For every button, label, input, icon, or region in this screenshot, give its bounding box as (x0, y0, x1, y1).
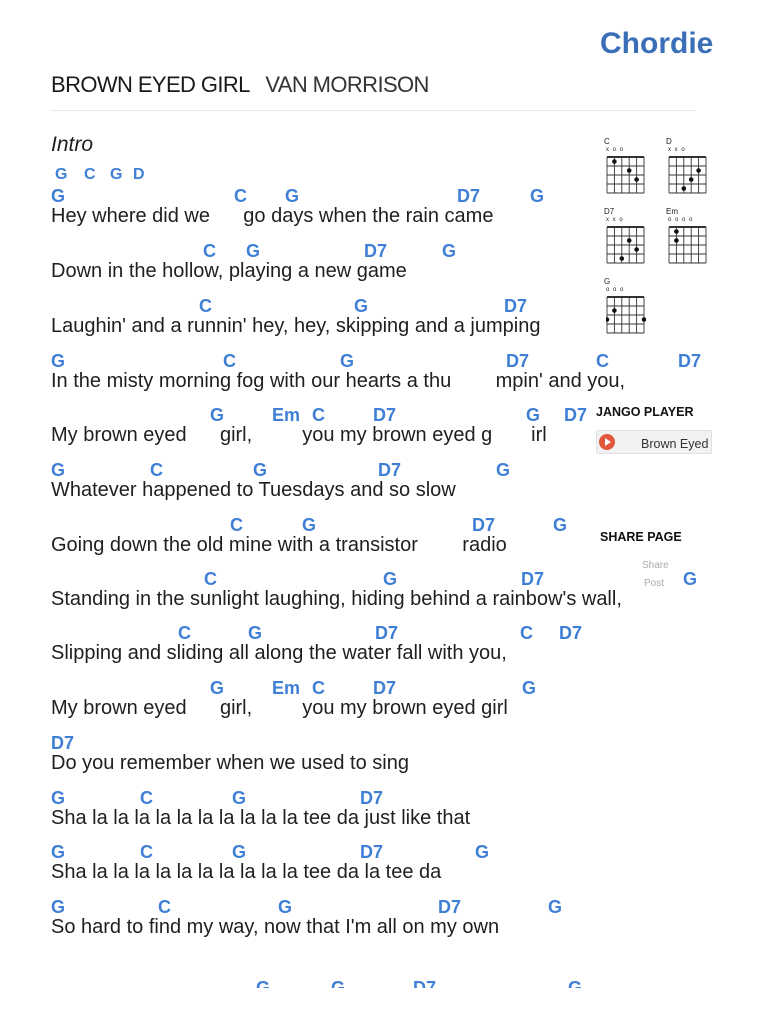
chord-d7[interactable]: D7 (438, 897, 462, 917)
chord-diagram-name: C (604, 137, 610, 146)
lyric-line: Standing in the sunlight laughing, hiding behind a rainbow's wall, (51, 588, 622, 610)
chord-g[interactable]: G (526, 405, 541, 425)
intro-chord[interactable]: G (55, 166, 68, 183)
chord-diagram-name: Em (666, 207, 678, 216)
jango-player[interactable] (596, 430, 712, 454)
fretboard-grid (668, 156, 708, 194)
chord-d7[interactable]: D7 (521, 569, 545, 589)
lyric-line: So hard to find my way, now that I'm all on my own (51, 916, 500, 938)
lyric-line: Do you remember when we used to sing (51, 752, 409, 774)
fretboard-grid (668, 226, 708, 264)
finger-dot (674, 238, 679, 243)
section-label: Intro (51, 133, 94, 156)
finger-dot (689, 177, 694, 182)
chord-d7[interactable]: D7 (678, 351, 702, 371)
chord-em[interactable]: Em (272, 678, 301, 698)
lyric-line: Slipping and sliding all along the water fall with you, (51, 642, 507, 664)
intro-chord[interactable]: D (133, 166, 145, 183)
play-icon[interactable] (599, 434, 615, 450)
chord-diagram-em[interactable] (666, 207, 714, 265)
string-markers: x x o (668, 147, 686, 153)
chord-g[interactable]: G (210, 405, 225, 425)
chord-diagrams (604, 137, 714, 343)
finger-dot (612, 159, 617, 164)
post-button[interactable]: Post (644, 578, 665, 589)
chord-d7[interactable]: D7 (373, 678, 397, 698)
chord-g[interactable]: G (51, 897, 66, 917)
finger-dot (606, 317, 609, 322)
chord-g[interactable]: G (285, 186, 300, 206)
chordie-logo-text: Chordie (600, 27, 714, 60)
share-button[interactable]: Share (642, 560, 669, 571)
finger-dot (674, 229, 679, 234)
chord-g[interactable]: G (248, 623, 263, 643)
chord-d7[interactable]: D7 (457, 186, 481, 206)
chord-g[interactable]: G (383, 569, 398, 589)
chord-c[interactable]: C (203, 241, 216, 261)
chord-d7[interactable]: D7 (504, 296, 528, 316)
chord-diagram-d[interactable] (666, 137, 714, 195)
chord-c[interactable]: C (312, 678, 325, 698)
chord-g[interactable]: G (210, 678, 225, 698)
lyric-line: Hey where did we go days when the rain came (51, 205, 494, 227)
chord-g[interactable]: G (51, 351, 66, 371)
chord-diagram-d7[interactable] (604, 207, 652, 265)
chord-em[interactable]: Em (272, 405, 301, 425)
chord-c[interactable]: C (178, 623, 191, 643)
chord-c[interactable]: C (204, 569, 217, 589)
chord-c[interactable]: C (520, 623, 533, 643)
intro-chord[interactable]: C (84, 166, 96, 183)
lyric-line: My brown eyed girl, you my brown eyed g irl (51, 424, 547, 446)
chord-c[interactable]: C (158, 897, 171, 917)
finger-dot (696, 168, 701, 173)
lyric-line: Whatever happened to Tuesdays and so slow (51, 479, 456, 501)
string-markers: o o o (606, 287, 625, 293)
chord-g[interactable]: G (232, 842, 247, 862)
lyric-line: In the misty morning fog with our hearts a thu mpin' and you, (51, 370, 626, 392)
chord-g[interactable]: G (354, 296, 369, 316)
fretboard-grid (606, 296, 646, 334)
lyric-line: Down in the hollow, playing a new game (51, 260, 407, 282)
finger-dot (634, 177, 639, 182)
chord-g[interactable]: G (51, 788, 66, 808)
chord-d7[interactable]: D7 (559, 623, 583, 643)
chord-g[interactable]: G (553, 515, 568, 535)
string-markers: x x o (606, 217, 624, 223)
chord-c[interactable]: C (199, 296, 212, 316)
chord-diagram-name: G (604, 277, 611, 286)
lyric-line: My brown eyed girl, you my brown eyed girl (51, 697, 508, 719)
finger-dot (620, 256, 625, 261)
player-track-title: Brown Eyed (641, 437, 709, 451)
chord-g[interactable]: G (530, 186, 545, 206)
chord-diagram-c[interactable] (604, 137, 652, 195)
lyric-line: Laughin' and a runnin' hey, hey, skipping and a jumping (51, 315, 541, 337)
song-title: BROWN EYED GIRL (51, 72, 250, 97)
finger-dot (612, 308, 617, 313)
string-markers: x o o (606, 147, 625, 153)
chord-c[interactable]: C (150, 460, 163, 480)
chord-diagram-g[interactable] (604, 277, 652, 335)
chord-g[interactable]: G (442, 241, 457, 261)
intro-chord[interactable]: G (110, 166, 123, 183)
chord-g[interactable]: G (683, 569, 698, 589)
fretboard-grid (606, 226, 646, 264)
chord-c[interactable]: C (230, 515, 243, 535)
jango-player-heading: JANGO PLAYER (596, 405, 694, 419)
finger-dot (627, 168, 632, 173)
page-cutoff (0, 988, 768, 1024)
song-artist[interactable]: VAN MORRISON (265, 72, 429, 97)
chord-d7[interactable]: D7 (51, 733, 75, 753)
chord-c[interactable]: C (234, 186, 247, 206)
chord-c[interactable]: C (140, 842, 153, 862)
chord-g[interactable]: G (522, 678, 537, 698)
chord-c[interactable]: C (140, 788, 153, 808)
chord-g[interactable]: G (51, 186, 66, 206)
chord-g[interactable]: G (302, 515, 317, 535)
chord-g[interactable]: G (246, 241, 261, 261)
chord-d7[interactable]: D7 (360, 788, 384, 808)
lyric-line: Sha la la la la la la la la la la tee da just like that (51, 807, 471, 829)
chord-d7[interactable]: D7 (506, 351, 530, 371)
chord-c[interactable]: C (596, 351, 609, 371)
chord-g[interactable]: G (475, 842, 490, 862)
finger-dot (634, 247, 639, 252)
chord-g[interactable]: G (340, 351, 355, 371)
fretboard-grid (606, 156, 646, 194)
chord-d7[interactable]: D7 (564, 405, 588, 425)
chord-d7[interactable]: D7 (472, 515, 496, 535)
chord-d7[interactable]: D7 (360, 842, 384, 862)
chord-c[interactable]: C (312, 405, 325, 425)
lyric-line: Going down the old mine with a transistor radio (51, 534, 507, 556)
chord-g[interactable]: G (496, 460, 511, 480)
chord-diagram-name: D7 (604, 207, 615, 216)
chord-d7[interactable]: D7 (373, 405, 397, 425)
share-page-heading: SHARE PAGE (600, 530, 682, 544)
string-markers: o o o o (668, 217, 694, 223)
chord-g[interactable]: G (548, 897, 563, 917)
chord-diagram-name: D (666, 137, 672, 146)
chord-g[interactable]: G (278, 897, 293, 917)
chord-g[interactable]: G (232, 788, 247, 808)
chord-g[interactable]: G (51, 842, 66, 862)
chord-g[interactable]: G (51, 460, 66, 480)
chord-d7[interactable]: D7 (378, 460, 402, 480)
finger-dot (627, 238, 632, 243)
chord-d7[interactable]: D7 (375, 623, 399, 643)
finger-dot (642, 317, 646, 322)
chord-d7[interactable]: D7 (364, 241, 388, 261)
chord-g[interactable]: G (253, 460, 268, 480)
lyric-line: Sha la la la la la la la la la la tee da la tee da (51, 861, 442, 883)
finger-dot (682, 186, 687, 191)
chord-c[interactable]: C (223, 351, 236, 371)
